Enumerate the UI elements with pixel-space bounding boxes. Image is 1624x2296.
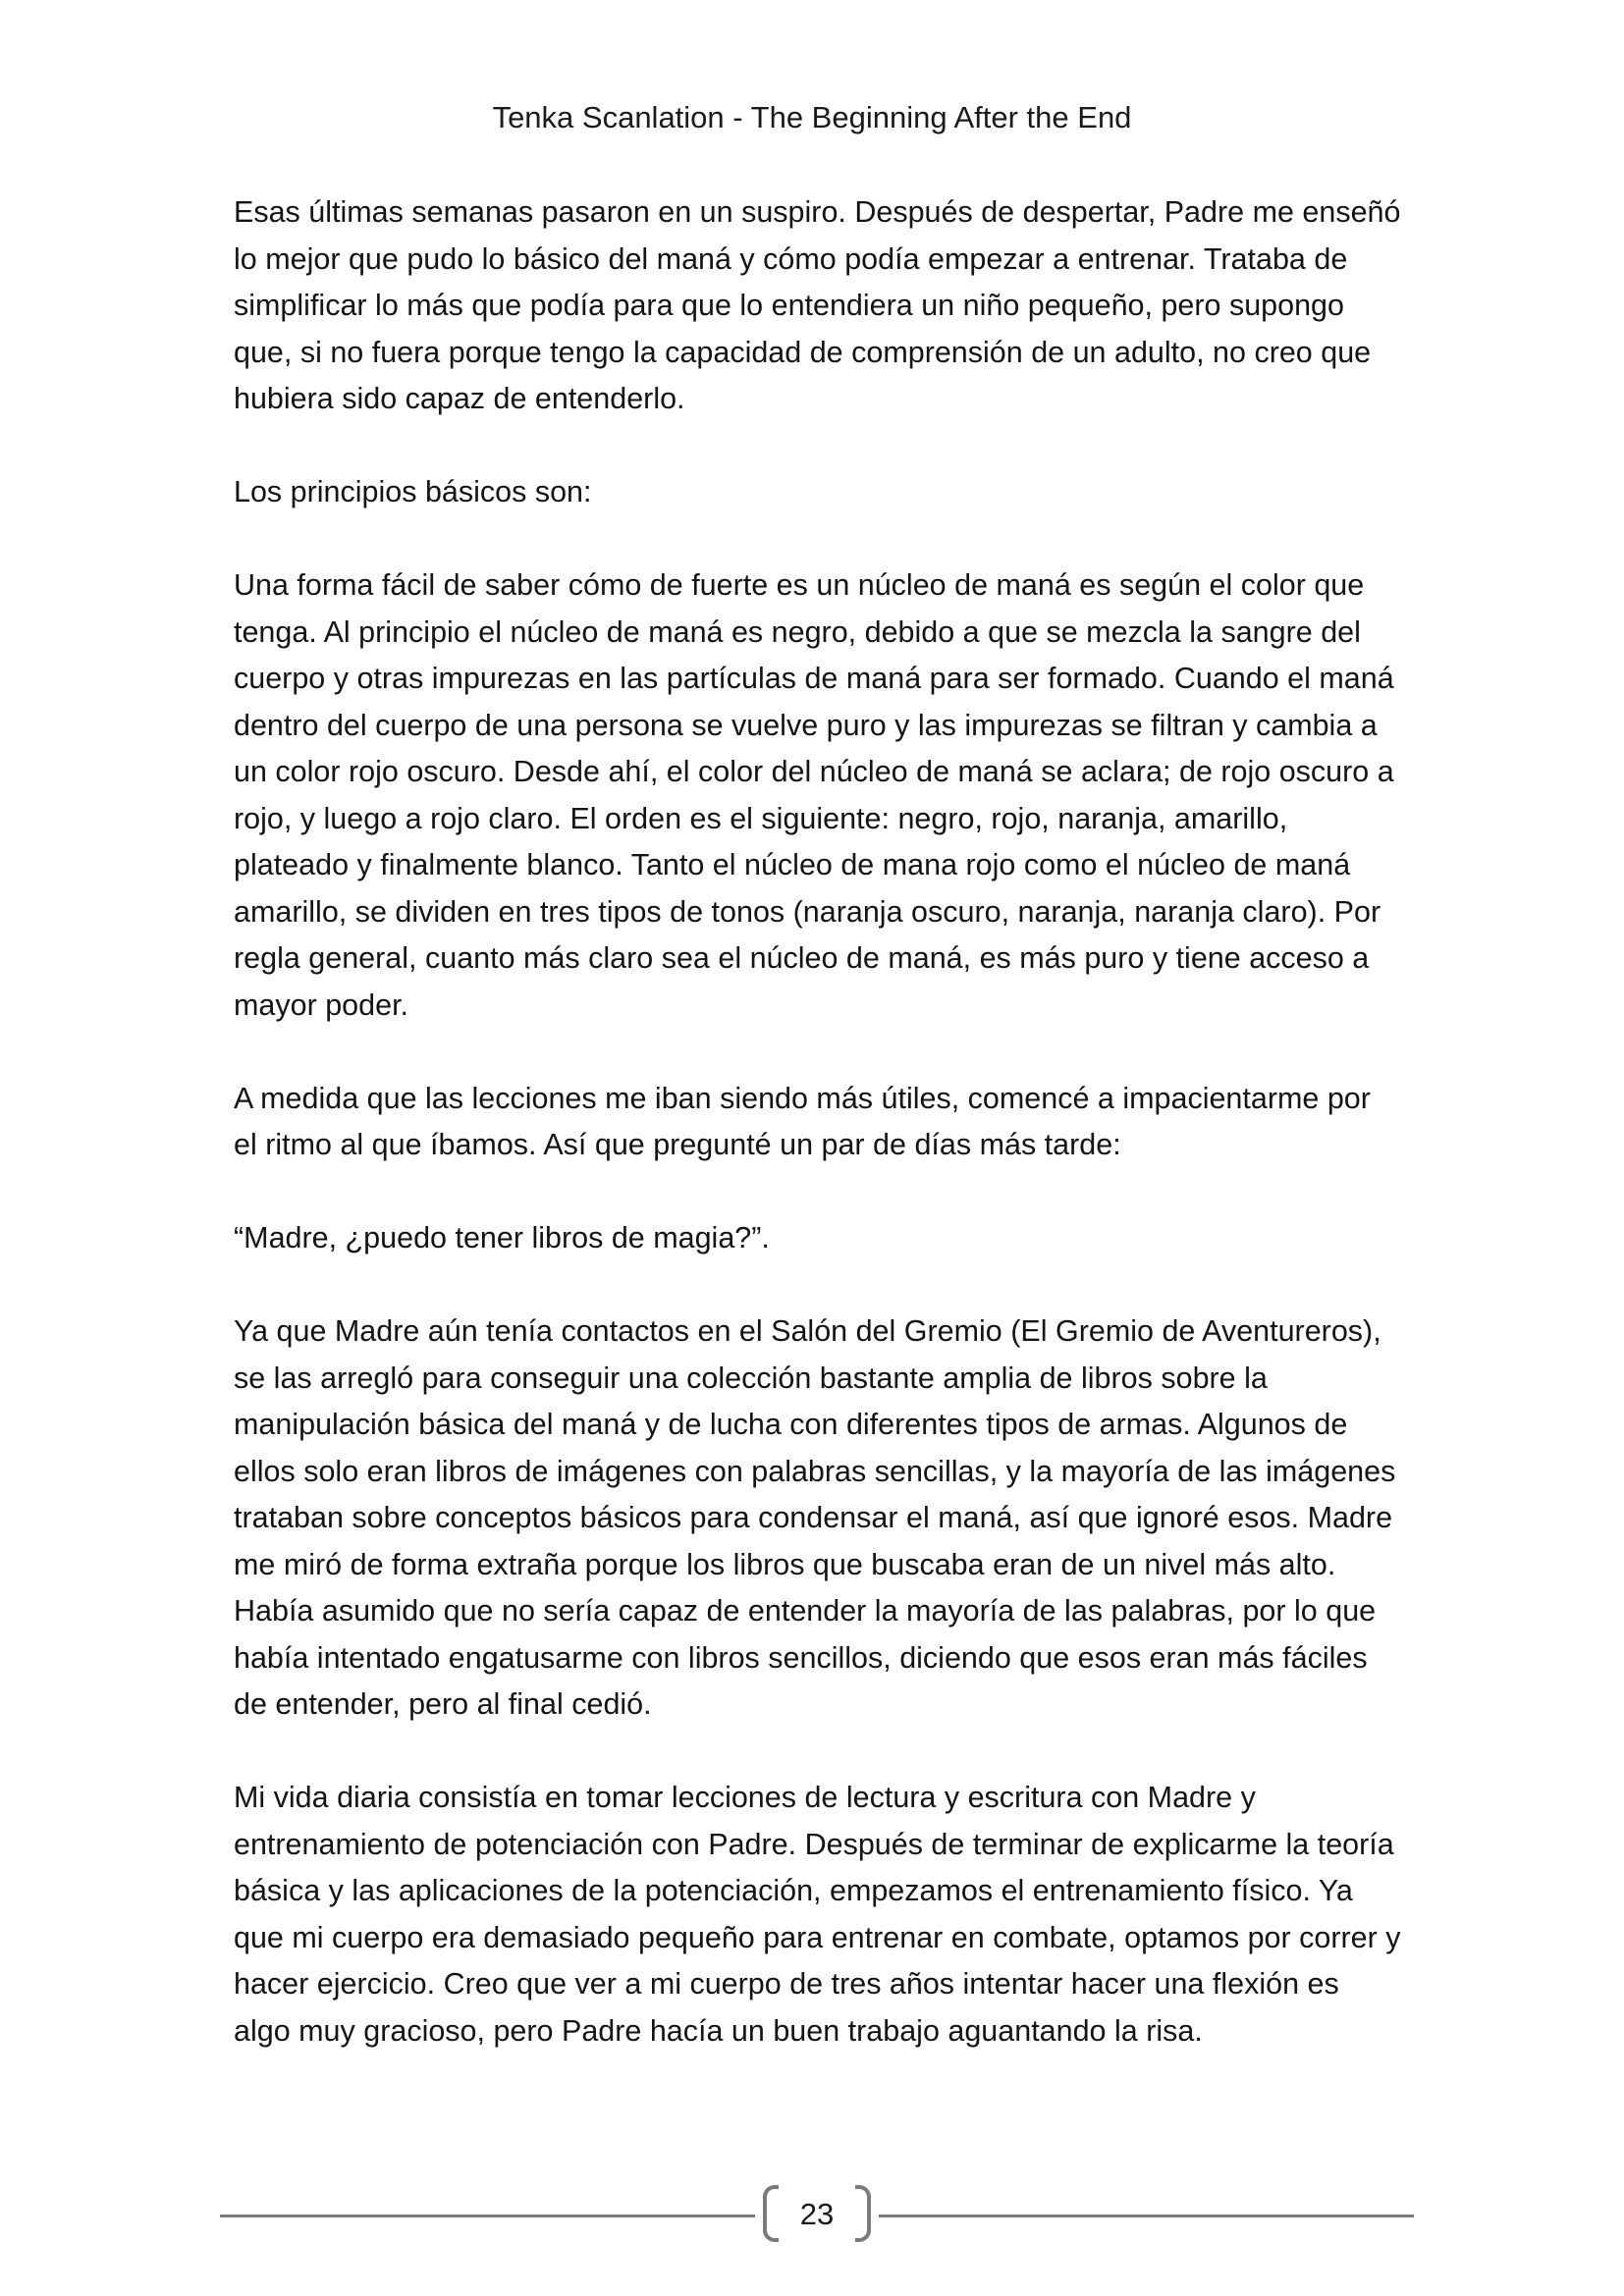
running-header: Tenka Scanlation - The Beginning After the End bbox=[492, 100, 1132, 134]
right-brace-icon bbox=[855, 2185, 871, 2242]
body-text bbox=[234, 189, 1402, 2102]
paragraph: A medida que las lecciones me iban siendo más útiles, comencé a impacientarme por el ritmo al que íbamos. Así que pregunté un par de días más tarde: bbox=[234, 1081, 1371, 1161]
paragraph: Mi vida diaria consistía en tomar lecciones de lectura y escritura con Madre y entrenamiento de potenciación con Padre. Después de terminar de explicarme la teoría básica y las aplicaciones de la potenciación, empezamos el entrenamiento físico. Ya que mi cuerpo era demasiado pequeño para entrenar en combate, optamos por correr y hacer ejercicio. Creo que ver a mi cuerpo de tres años intentar hacer una flexión es algo muy gracioso, pero Padre hacía un buen trabajo aguantando la risa. bbox=[234, 1781, 1401, 2048]
paragraph: Una forma fácil de saber cómo de fuerte es un núcleo de maná es según el color que tenga. Al principio el núcleo de maná es negro, debido a que se mezcla la sangre del cuerpo y otras impurezas en las partículas de maná para ser formado. Cuando el maná dentro del cuerpo de una persona se vuelve puro y las impurezas se filtran y cambia a un color rojo oscuro. Desde ahí, el color del núcleo de maná se aclara; de rojo oscuro a rojo, y luego a rojo claro. El orden es el siguiente: negro, rojo, naranja, amarillo, plateado y finalmente blanco. Tanto el núcleo de mana rojo como el núcleo de maná amarillo, se dividen en tres tipos de tonos (naranja oscuro, naranja, naranja claro). Por regla general, cuanto más claro sea el núcleo de maná, es más puro y tiene acceso a mayor poder. bbox=[234, 568, 1394, 1022]
paragraph: “Madre, ¿puedo tener libros de magia?”. bbox=[234, 1221, 770, 1255]
footer-rule-right bbox=[879, 2215, 1414, 2217]
paragraph: Ya que Madre aún tenía contactos en el Salón del Gremio (El Gremio de Aventureros), se las arregló para conseguir una colección bastante amplia de libros sobre la manipulación básica del maná y de lucha con diferentes tipos de armas. Algunos de ellos solo eran libros de imágenes con palabras sencillas, y la mayoría de las imágenes trataban sobre conceptos básicos para condensar el maná, así que ignoré esos. Madre me miró de forma extraña porque los libros que buscaba eran de un nivel más alto. Había asumido que no sería capaz de entender la mayoría de las palabras, por lo que había intentado engatusarme con libros sencillos, diciendo que esos eran más fáciles de entender, pero al final cedió. bbox=[234, 1314, 1396, 1721]
paragraph: Los principios básicos son: bbox=[234, 475, 592, 508]
footer-rule-left bbox=[220, 2215, 755, 2217]
paragraph: Esas últimas semanas pasaron en un suspiro. Después de despertar, Padre me enseñó lo mejor que pudo lo básico del maná y cómo podía empezar a entrenar. Trataba de simplificar lo más que podía para que lo entendiera un niño pequeño, pero supongo que, si no fuera porque tengo la capacidad de comprensión de un adulto, no creo que hubiera sido capaz de entenderlo. bbox=[234, 195, 1401, 415]
page-number: 23 bbox=[799, 2197, 835, 2231]
left-brace-icon bbox=[763, 2185, 779, 2242]
page-footer bbox=[220, 2185, 1414, 2244]
